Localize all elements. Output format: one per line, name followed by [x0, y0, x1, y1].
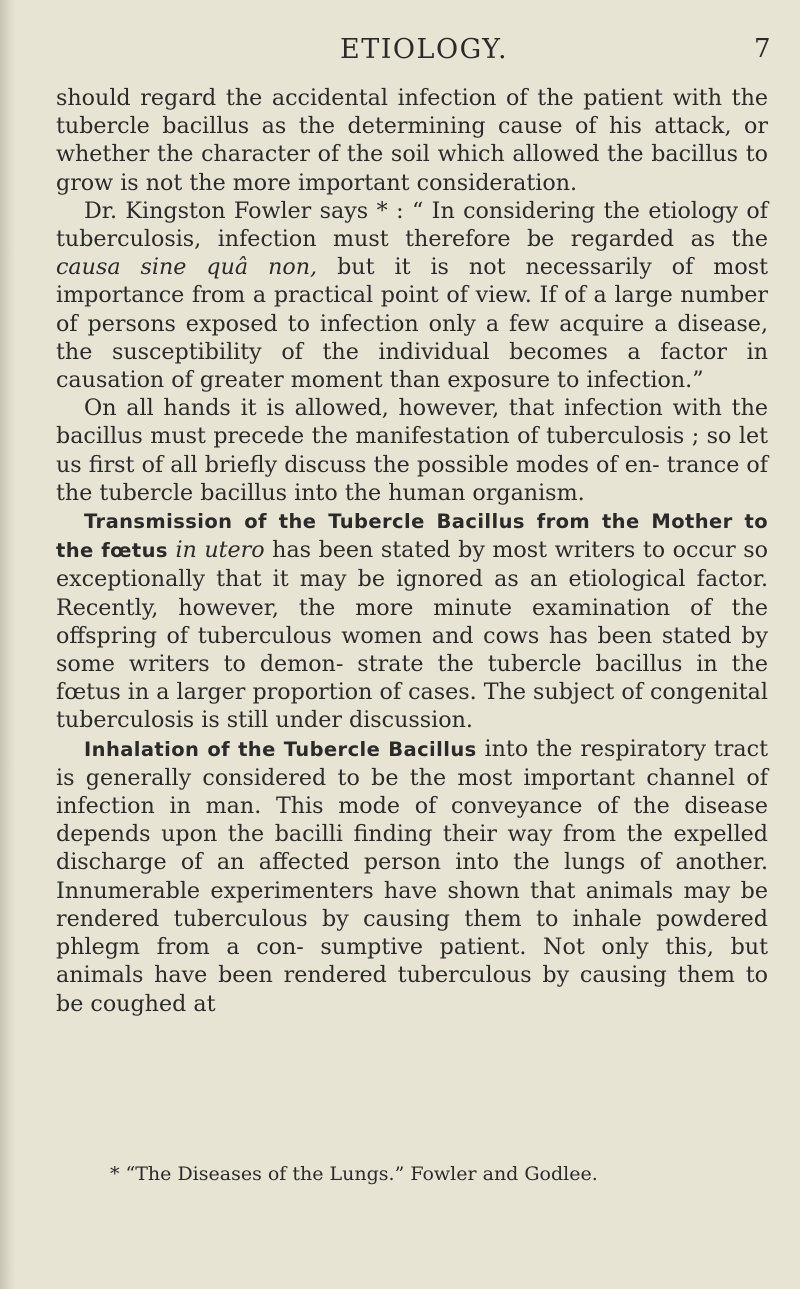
footnote: * “The Diseases of the Lungs.” Fowler and Godlee. — [110, 1163, 598, 1185]
paragraph-text: into the respiratory tract is generally considered to be the most important channel of infection in man. This mode of conveyance of the disease depends upon the bacilli finding their way from the expelled discharge of an affected person into the lungs of another. Innumerable experimenters have shown that animals may be rendered tuberculous by causing them to inhale powdered phlegm from a con- sumptive patient. Not only this, but animals have been rendered tuberculous by causing them to be coughed at — [56, 735, 768, 1017]
paragraph-text: On all hands it is allowed, however, that infection with the bacillus must precede the manifestation of tuberculosis ; so let us first of all briefly discuss the possible modes of en- trance of the tubercle bacillus into the human organism. — [56, 395, 768, 506]
paragraph-text: has been stated by most writers to occur so exceptionally that it may be ignored as an etiological factor. Recently, however, the more minute examination of the offspring of tuberculous women and cows has been stated by some writers to demon- strate the tubercle bacillus in the fœtus in a larger proportion of cases. The subject of congenital tuberculosis is still under discussion. — [56, 537, 768, 734]
running-title: ETIOLOGY. — [340, 34, 509, 65]
page-number: 7 — [754, 34, 771, 64]
paragraph-fowler-quote — [56, 197, 768, 394]
paragraph-text: but it is not necessarily of most importance from a practical point of view. If of a large number of persons exposed to infection only a few acquire a disease, the susceptibility of the individual becomes a factor in causation of greater moment than exposure to infection.” — [56, 254, 768, 394]
latin-phrase: causa sine quâ non, — [56, 254, 318, 281]
paragraph-continuation — [56, 84, 768, 197]
paragraph-infection-modes — [56, 394, 768, 507]
page-edge-shadow — [0, 0, 16, 1289]
latin-phrase: in utero — [175, 537, 265, 564]
paragraph-text: should regard the accidental infection of the patient with the tubercle bacillus as the determining cause of his attack, or whether the character of the soil which allowed the bacillus to grow is not the more important consideration. — [56, 85, 768, 196]
paragraph-transmission — [56, 507, 768, 735]
section-heading-transmission: Transmission of the Tubercle Bacillus from the Mother to the fœtus — [56, 510, 768, 563]
body-text — [56, 84, 768, 1018]
page-header — [0, 30, 800, 70]
paragraph-text: Dr. Kingston Fowler says * : “ In considering the etiology of tuberculosis, infection must therefore be regarded as the — [56, 197, 768, 253]
paragraph-inhalation — [56, 735, 768, 1018]
section-heading-inhalation: Inhalation of the Tubercle Bacillus — [84, 737, 477, 761]
